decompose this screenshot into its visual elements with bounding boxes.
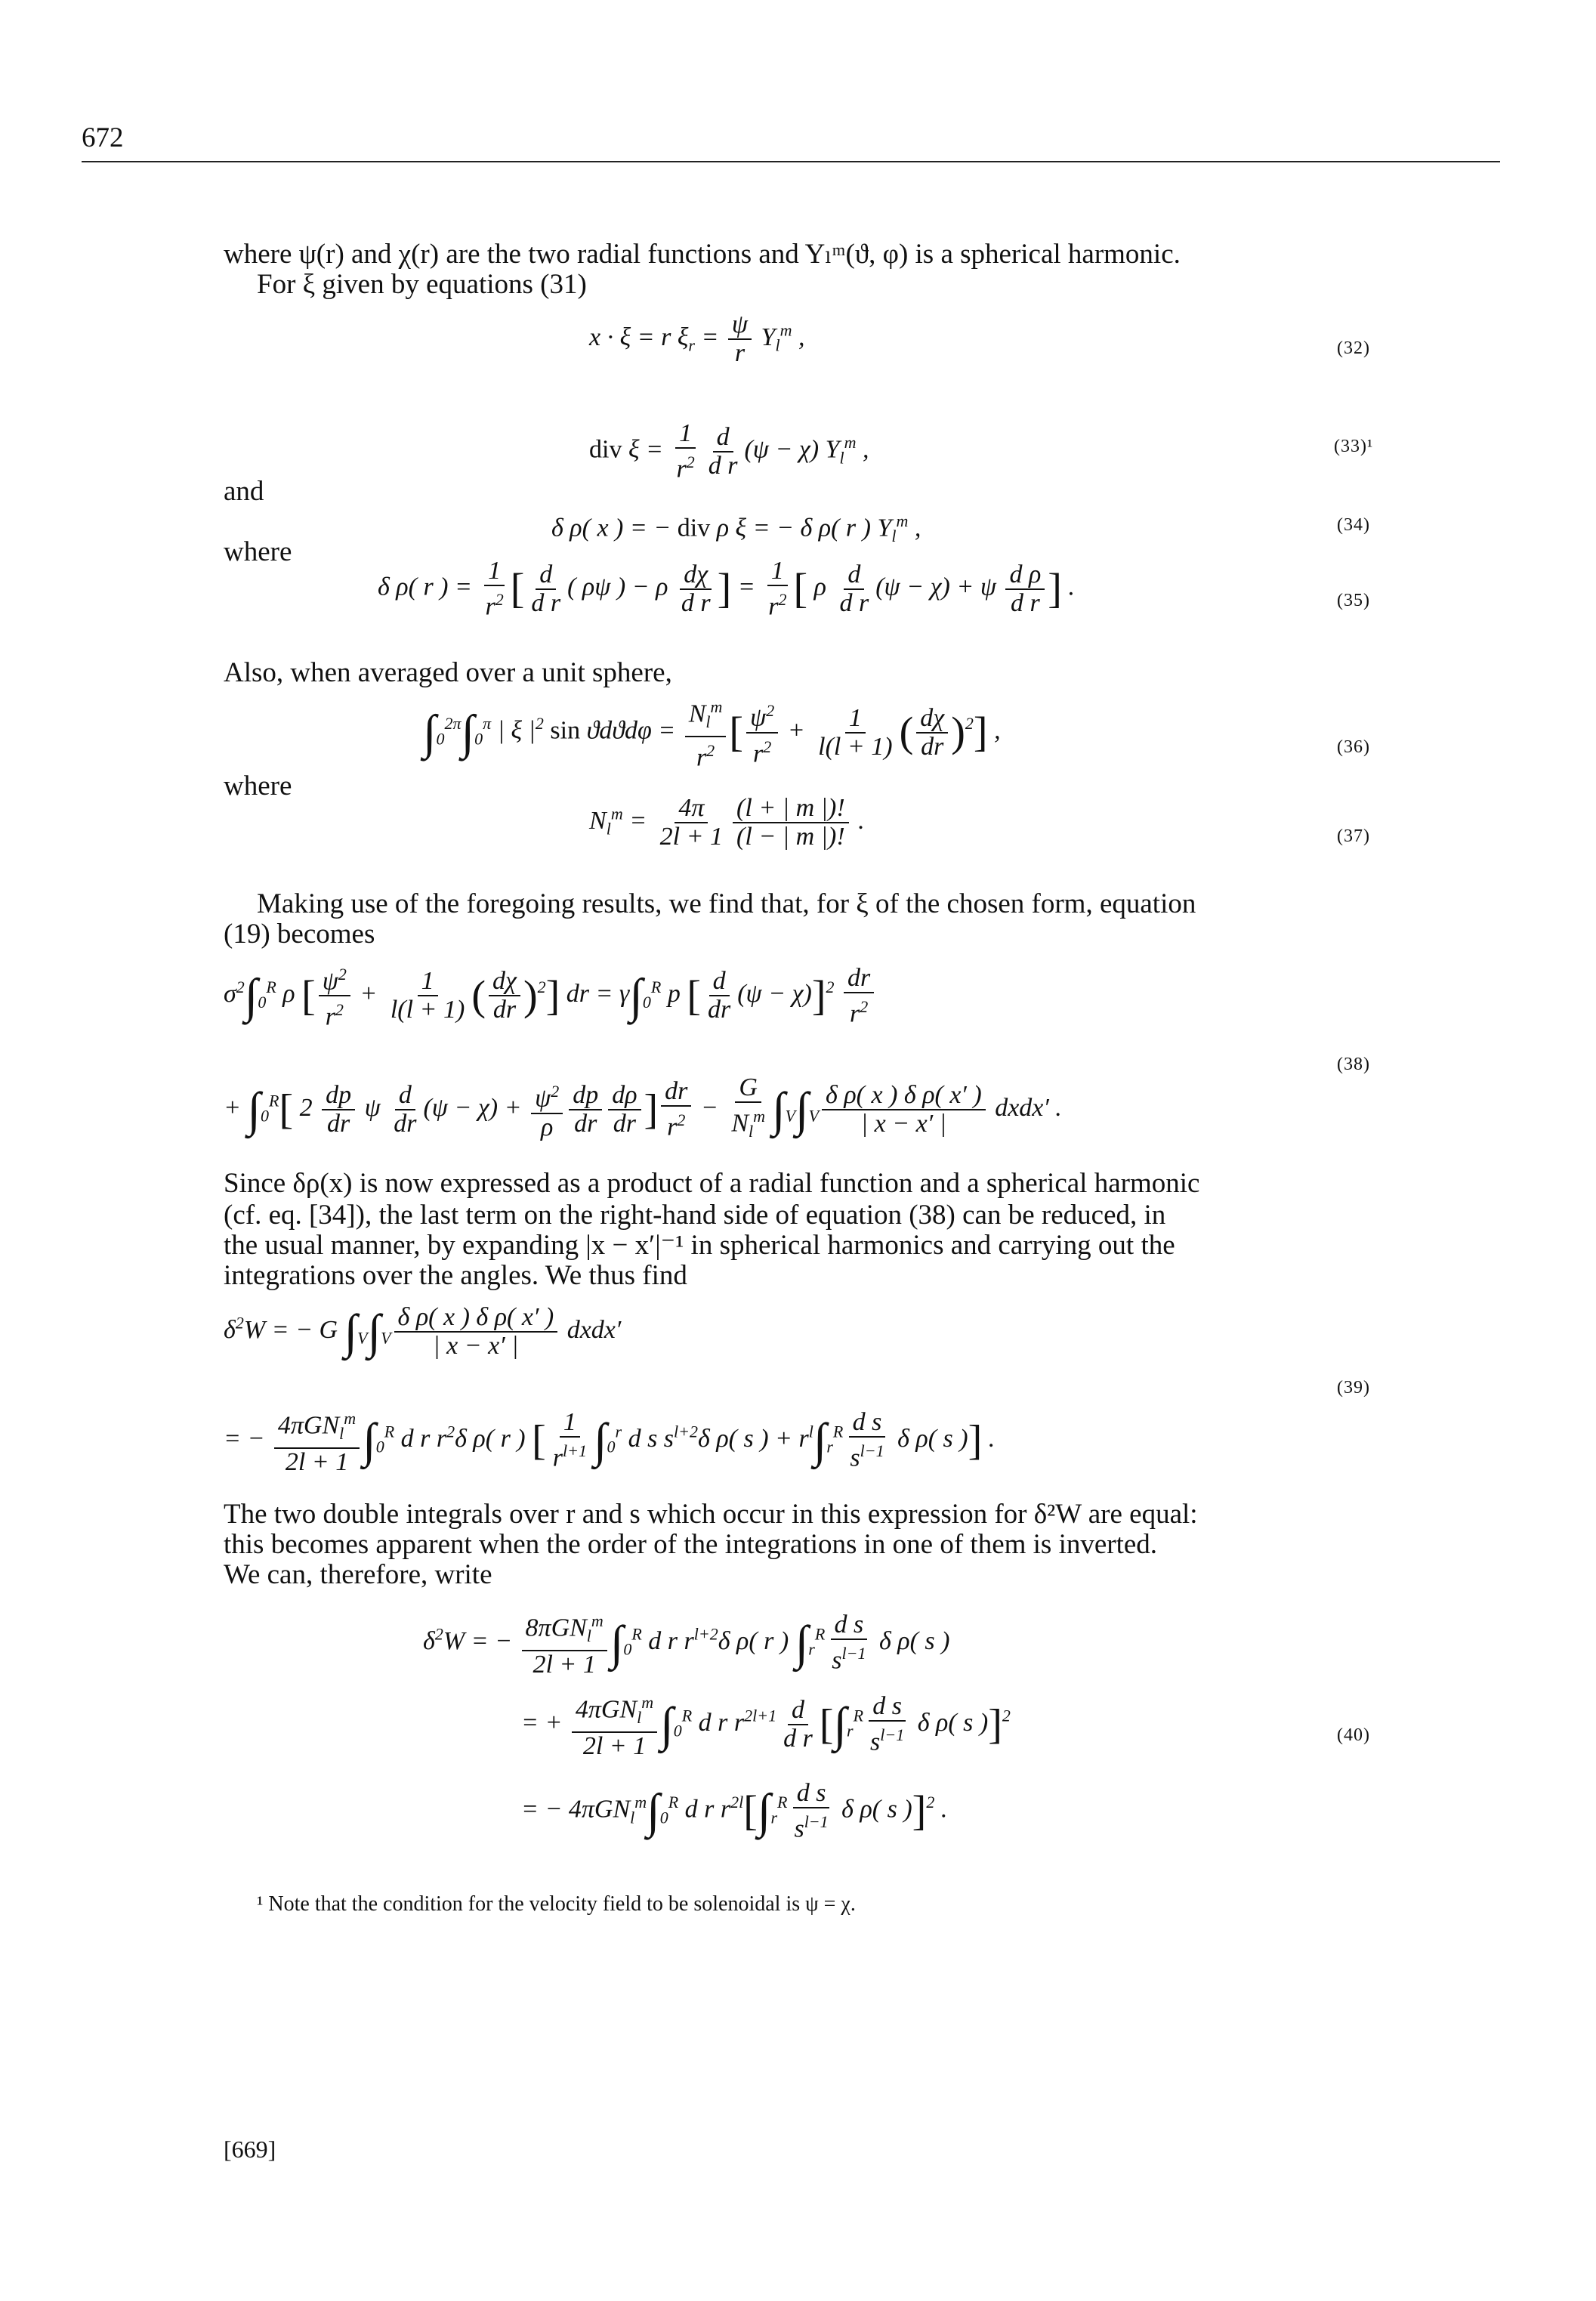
footnote: ¹ Note that the condition for the velocity field to be solenoidal is ψ = χ. — [257, 1892, 856, 1916]
equation-33: div ξ = $\frac{1}{r^2}$ $\frac{d}{\text{d r}}$ (ψ − χ) $Y_l^m$ , — [589, 419, 869, 483]
equation-number: (34) — [1337, 515, 1370, 535]
paragraph-line: integrations over the angles. We thus find — [224, 1260, 687, 1291]
equation-40-line1: $\delta^2W$ = − $\frac{8\pi GN_l^m}{2l + 1}$ $\int_0^R$ d r $r^{l+2}\delta$ ρ( r ) $\int_r^R$ $\frac{\text{d s}}{s^{l-1}}$ δ ρ( s ) — [423, 1608, 949, 1679]
equation-38-line1: $\sigma^2\int_0^R$ ρ [ $\frac{\psi^2}{r^2}$ + $\frac{1}{l(l + 1)}$ ( $\frac{d\chi}{dr}$ )$^2$] dr = $\gamma\int_0^R$ p [ $\frac{d}{dr}$ (ψ − χ)]$^2$ $\frac{dr}{r^2}$ — [224, 961, 877, 1031]
equation-35: δ ρ( r ) = $\frac{1}{r^2}$ [ $\frac{d}{\text{d r}}$ ( ρψ ) − ρ $\frac{d\chi}{\text{d r}}$ ] = $\frac{1}{r^2}$ [ ρ $\frac{d}{\text{d r}}$ (ψ − χ) + ψ $\frac{\text{d ρ}}{\text{d r}}$ ] . — [378, 557, 1075, 621]
page-reference: [669] — [224, 2136, 276, 2163]
equation-number: (39) — [1337, 1378, 1370, 1398]
paragraph-label: where — [224, 771, 292, 801]
paragraph-line: this becomes apparent when the order of the integrations in one of them is inverted. — [224, 1529, 1158, 1560]
equation-number: (36) — [1337, 737, 1370, 757]
header-rule — [82, 161, 1500, 162]
paragraph-line: the usual manner, by expanding |x − x′|⁻¹ in spherical harmonics and carrying out the — [224, 1230, 1175, 1261]
paragraph-line: where ψ(r) and χ(r) are the two radial functions and Yₗᵐ(ϑ, φ) is a spherical harmonic. — [224, 239, 1181, 270]
equation-number: (37) — [1337, 826, 1370, 846]
paragraph-line: The two double integrals over r and s which occur in this expression for δ²W are equal: — [224, 1499, 1198, 1530]
page-number: 672 — [82, 122, 124, 153]
equation-number: (32) — [1337, 338, 1370, 358]
paragraph-label: and — [224, 476, 264, 507]
equation-40-line3: = − $4\pi GN_l^m\int_0^R$ d r $r^{2l}[\int_r^R$ $\frac{\text{d s}}{s^{l-1}}$ δ ρ( s )]$^2$ . — [521, 1779, 948, 1843]
equation-40-line2: = + $\frac{4\pi GN_l^m}{2l + 1}$ $\int_0^R$ d r $r^{2l+1}$ $\frac{d}{\text{d r}}$ [$\int_r^R$ $\frac{\text{d s}}{s^{l-1}}$ δ ρ( s )]$^2$ — [521, 1689, 1011, 1760]
equation-number: (40) — [1337, 1725, 1370, 1745]
equation-36: $\int_0^{2\pi}\int_0^\pi$ | ξ $|^2$ sin ϑdϑdφ = $\frac{N_l^m}{r^2}$ [ $\frac{\psi^2}{r^2}$ + $\frac{1}{l(l + 1)}$ ( $\frac{d\chi}{dr}$ )$^2$] , — [423, 693, 1001, 771]
equation-39-line2: = − $\frac{4\pi GN_l^m}{2l + 1}$ $\int_0^R$ d r $r^2\delta$ ρ( r ) [ $\frac{1}{r^{l+1}}$ $\int_0^r$ d s $s^{l+2}\delta$ ρ( s ) + $r^l\int_r^R$ $\frac{\text{d s}}{s^{l-1}}$ δ ρ( s )] . — [224, 1405, 995, 1476]
equation-34: δ ρ( x ) = − div ρ ξ = − δ ρ( r ) $Y_l^m$ , — [551, 511, 921, 546]
paragraph-line: Also, when averaged over a unit sphere, — [224, 657, 672, 688]
paragraph-line: Since δρ(x) is now expressed as a product of a radial function and a spherical harmonic — [224, 1168, 1200, 1199]
equation-39-line1: $\delta^2W$ = − G $\int_V\int_V$ $\frac{\text{δ ρ( x ) δ ρ( x′ )}}{| x - x' |}$ dxdx′ — [224, 1303, 622, 1360]
equation-32: x · ξ = r $\xi_r$ = $\frac{\psi}{r}$ $Y_l^m$ , — [589, 310, 805, 367]
equation-37: $N_l^m$ = $\frac{4\pi}{2l + 1}$ $\frac{(l + | m |)!}{(l - | m |)!}$ . — [589, 794, 865, 851]
paragraph-line: (19) becomes — [224, 919, 375, 950]
equation-number: (33)¹ — [1334, 437, 1374, 456]
equation-number: (35) — [1337, 591, 1370, 610]
paragraph-label: where — [224, 536, 292, 567]
equation-38-line2: + $\int_0^R$[ 2 $\frac{dp}{dr}$ ψ $\frac{d}{dr}$ (ψ − χ) + $\frac{\psi^2}{\rho}$ $\frac{dp}{dr}$ $\frac{d\rho}{dr}$ ] $\frac{dr}{r^2}$ − $\frac{G}{N_l^m}$ $\int_V\int_V$ $\frac{\text{δ ρ( x ) δ ρ( x′ )}}{| x - x' |}$ dxdx′ . — [224, 1073, 1062, 1141]
paragraph-line: Making use of the foregoing results, we find that, for ξ of the chosen form, equation — [257, 888, 1196, 919]
paragraph-line: We can, therefore, write — [224, 1559, 492, 1590]
paragraph-line: (cf. eq. [34]), the last term on the right-hand side of equation (38) can be reduced, in — [224, 1200, 1166, 1231]
equation-number: (38) — [1337, 1055, 1370, 1074]
paragraph-line: For ξ given by equations (31) — [257, 269, 587, 300]
